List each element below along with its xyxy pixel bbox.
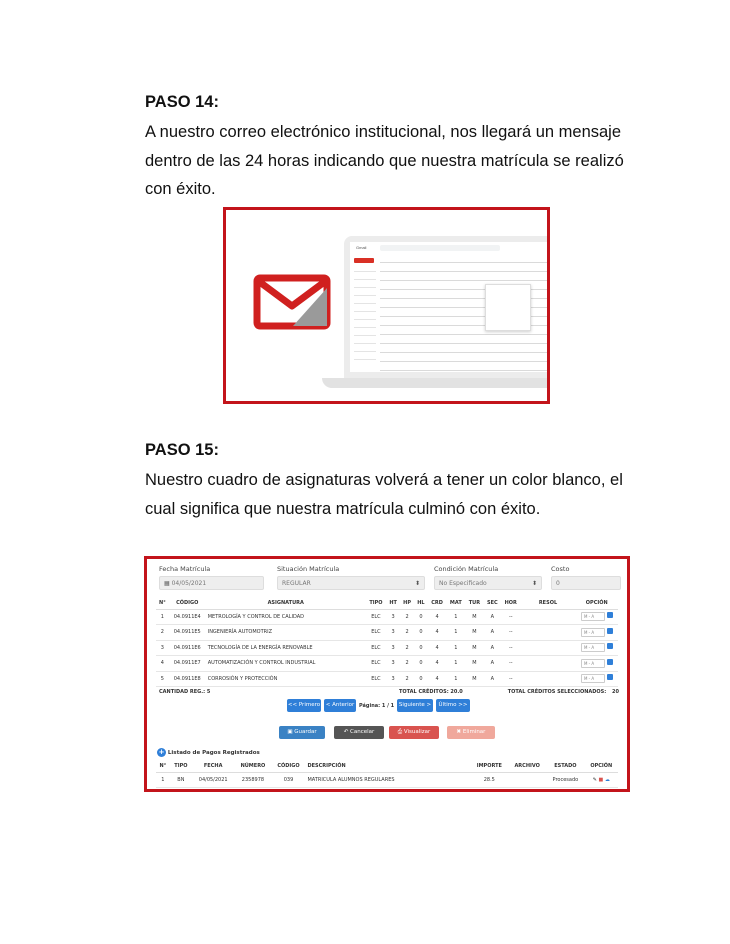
cell-opcion — [575, 609, 618, 625]
gmail-search-bar — [380, 245, 500, 251]
fecha-value: 04/05/2021 — [171, 580, 207, 587]
col-header: TIPO — [170, 760, 192, 772]
cell-hp: 2 — [400, 625, 414, 641]
delete-button[interactable] — [447, 726, 495, 739]
gmail-sidebar — [354, 267, 376, 367]
costo-label: Costo — [551, 565, 570, 573]
cell-resol — [520, 640, 575, 656]
cell-tipo: BN — [170, 772, 192, 788]
cell-asignatura: AUTOMATIZACIÓN Y CONTROL INDUSTRIAL — [206, 656, 366, 672]
cell-resol — [520, 609, 575, 625]
previous-page-button[interactable]: < Anterior — [324, 699, 356, 712]
save-button[interactable] — [279, 726, 325, 739]
view-label: Visualizar — [403, 729, 431, 735]
cell-tur: M — [465, 671, 483, 687]
cell-resol — [520, 625, 575, 641]
cell-hor: -- — [501, 609, 520, 625]
table-row — [156, 640, 618, 656]
cell-hl: 0 — [414, 656, 428, 672]
total-sel-label: TOTAL CRÉDITOS SELECCIONADOS: — [507, 689, 607, 695]
cell-opcion — [575, 656, 618, 672]
condicion-label: Condición Matrícula — [434, 565, 499, 573]
cell-asignatura: INGENIERÍA AUTOMOTRIZ — [206, 625, 366, 641]
col-header: ASIGNATURA — [206, 597, 366, 609]
course-checkbox[interactable] — [607, 643, 613, 649]
courses-table — [156, 597, 618, 687]
add-circle-icon[interactable]: + — [158, 748, 165, 756]
cell-hp: 2 — [400, 609, 414, 625]
payments-header-row — [156, 760, 618, 772]
col-header: N° — [156, 597, 169, 609]
gmail-logo: Gmail — [356, 245, 367, 250]
table-row — [156, 671, 618, 687]
cell-tipo: ELC — [366, 656, 386, 672]
cell-importe: 28.5 — [470, 772, 508, 788]
col-header: OPCIÓN — [575, 597, 618, 609]
enrollment-screenshot — [144, 556, 630, 792]
section-select[interactable]: M - A — [581, 674, 605, 683]
cell-ht: 3 — [386, 640, 400, 656]
cell-crd: 4 — [428, 625, 447, 641]
laptop-mockup — [344, 236, 550, 386]
cell-tur: M — [465, 640, 483, 656]
select-arrows-icon: ⬍ — [531, 580, 537, 587]
cell-codigo: 04.0911E6 — [169, 640, 206, 656]
section-select[interactable]: M - A — [581, 612, 605, 621]
col-header: ARCHIVO — [508, 760, 546, 772]
col-header: N° — [156, 760, 170, 772]
total-sel-value: 20 — [612, 689, 619, 695]
cell-ht: 3 — [386, 671, 400, 687]
cell-mat: 1 — [446, 609, 465, 625]
condicion-value: No Especificado — [439, 580, 487, 587]
cell-ht: 3 — [386, 609, 400, 625]
cell-hl: 0 — [414, 609, 428, 625]
cell-archivo — [508, 772, 546, 788]
text-line: con éxito. — [145, 180, 216, 198]
cell-numero: 2358978 — [234, 772, 271, 788]
cell-estado: Procesado — [546, 772, 584, 788]
cell-tipo: ELC — [366, 671, 386, 687]
cell-fecha: 04/05/2021 — [192, 772, 234, 788]
cell-sec: A — [484, 671, 502, 687]
cell-crd: 4 — [428, 656, 447, 672]
cell-codigo: 04.0911E4 — [169, 609, 206, 625]
col-header: ESTADO — [546, 760, 584, 772]
cell-crd: 4 — [428, 609, 447, 625]
first-page-button[interactable]: << Primero — [287, 699, 321, 712]
table-row — [156, 656, 618, 672]
mail-envelope-icon — [253, 274, 331, 330]
calendar-icon: ▦ — [164, 580, 170, 587]
cell-n: 1 — [156, 772, 170, 788]
save-label: Guardar — [294, 729, 317, 735]
gmail-popup — [485, 284, 531, 331]
cell-opcion — [575, 640, 618, 656]
print-icon: ⎙ — [397, 729, 404, 735]
compose-button — [354, 258, 374, 263]
cell-opcion — [575, 625, 618, 641]
cell-tur: M — [465, 609, 483, 625]
cell-n: 3 — [156, 640, 169, 656]
last-page-button[interactable]: Último >> — [436, 699, 470, 712]
col-header: HP — [400, 597, 414, 609]
cell-hp: 2 — [400, 656, 414, 672]
cell-mat: 1 — [446, 656, 465, 672]
cell-tur: M — [465, 656, 483, 672]
cell-codigo: 04.0911E5 — [169, 625, 206, 641]
payments-header — [157, 748, 260, 757]
payments-title: Listado de Pagos Registrados — [167, 750, 260, 756]
undo-icon: ↶ — [343, 729, 351, 735]
cell-n: 1 — [156, 609, 169, 625]
table-row — [156, 772, 618, 788]
cell-crd: 4 — [428, 671, 447, 687]
table-row — [156, 625, 618, 641]
cell-hp: 2 — [400, 640, 414, 656]
trash-icon: ✖ — [456, 729, 463, 735]
condicion-select — [434, 576, 542, 590]
payments-table — [156, 760, 618, 788]
cell-tipo: ELC — [366, 625, 386, 641]
cell-sec: A — [484, 625, 502, 641]
edit-pencil-icon[interactable]: ✎ — [592, 776, 597, 783]
course-checkbox[interactable] — [607, 659, 613, 665]
cell-mat: 1 — [446, 640, 465, 656]
cell-mat: 1 — [446, 671, 465, 687]
cell-sec: A — [484, 609, 502, 625]
course-checkbox[interactable] — [607, 674, 613, 680]
view-button[interactable] — [389, 726, 439, 739]
cell-opcion — [585, 772, 618, 788]
cell-hp: 2 — [400, 671, 414, 687]
cell-tur: M — [465, 625, 483, 641]
cell-asignatura: TECNOLOGÍA DE LA ENERGÍA RENOVABLE — [206, 640, 366, 656]
cell-asignatura: METROLOGÍA Y CONTROL DE CALIDAD — [206, 609, 366, 625]
col-header: SEC — [484, 597, 502, 609]
cell-resol — [520, 656, 575, 672]
page-indicator: Página: 1 / 1 — [359, 703, 395, 709]
step-14-text — [145, 118, 645, 204]
fecha-field — [159, 576, 264, 590]
cantidad-registros: CANTIDAD REG.: 5 — [159, 689, 211, 695]
col-header: CRD — [428, 597, 447, 609]
costo-value: 0 — [556, 580, 560, 587]
course-checkbox[interactable] — [607, 628, 613, 634]
cell-n: 2 — [156, 625, 169, 641]
cell-codigo: 04.0911E7 — [169, 656, 206, 672]
cell-asignatura: CORROSIÓN Y PROTECCIÓN — [206, 671, 366, 687]
cell-hor: -- — [501, 625, 520, 641]
cell-ht: 3 — [386, 625, 400, 641]
col-header: RESOL — [520, 597, 575, 609]
situacion-label: Situación Matrícula — [277, 565, 340, 573]
col-header: CÓDIGO — [169, 597, 206, 609]
next-page-button[interactable]: Siguiente > — [397, 699, 433, 712]
cancel-label: Cancelar — [350, 729, 375, 735]
section-select[interactable]: M - A — [581, 659, 605, 668]
laptop-screen — [350, 242, 550, 372]
cancel-button[interactable] — [334, 726, 384, 739]
col-header: TIPO — [366, 597, 386, 609]
col-header: DESCRIPCIÓN — [305, 760, 470, 772]
col-header: OPCIÓN — [585, 760, 618, 772]
laptop-base — [322, 378, 550, 388]
cell-crd: 4 — [428, 640, 447, 656]
text-line: A nuestro correo electrónico institucional, nos llegará un mensaje — [145, 123, 622, 141]
cloud-upload-icon[interactable]: ☁ — [604, 776, 610, 783]
cell-hor: -- — [501, 656, 520, 672]
cell-codigo: 04.0911E8 — [169, 671, 206, 687]
col-header: HT — [386, 597, 400, 609]
step-15-title: PASO 15: — [145, 441, 219, 459]
cell-hor: -- — [501, 671, 520, 687]
cell-hl: 0 — [414, 625, 428, 641]
col-header: FECHA — [192, 760, 234, 772]
cell-sec: A — [484, 656, 502, 672]
col-header: MAT — [446, 597, 465, 609]
gmail-screenshot — [223, 207, 550, 404]
course-checkbox[interactable] — [607, 612, 613, 618]
section-select[interactable]: M - A — [581, 628, 605, 637]
situacion-value: REGULAR — [282, 580, 311, 587]
col-header: TUR — [465, 597, 483, 609]
col-header: NÚMERO — [234, 760, 271, 772]
text-line: cual significa que nuestra matrícula culminó con éxito. — [145, 499, 541, 518]
table-row — [156, 609, 618, 625]
select-arrows-icon: ⬍ — [414, 580, 420, 587]
cell-opcion — [575, 671, 618, 687]
costo-field — [551, 576, 621, 590]
cell-n: 5 — [156, 671, 169, 687]
trash-icon[interactable]: ■ — [598, 776, 604, 783]
section-select[interactable]: M - A — [581, 643, 605, 652]
col-header: HL — [414, 597, 428, 609]
cell-tipo: ELC — [366, 609, 386, 625]
fecha-label: Fecha Matrícula — [159, 565, 211, 573]
total-creditos-seleccionados — [508, 689, 619, 695]
col-header: CÓDIGO — [272, 760, 306, 772]
cell-hor: -- — [501, 640, 520, 656]
step-15-text — [145, 466, 645, 523]
cell-resol — [520, 671, 575, 687]
cell-n: 4 — [156, 656, 169, 672]
situacion-select — [277, 576, 425, 590]
courses-header-row — [156, 597, 618, 609]
cell-descripcion: MATRICULA ALUMNOS REGULARES — [305, 772, 470, 788]
save-icon: ▣ — [287, 729, 295, 735]
step-14-title: PASO 14: — [145, 93, 219, 111]
cell-hl: 0 — [414, 671, 428, 687]
delete-label: Eliminar — [462, 729, 486, 735]
cell-ht: 3 — [386, 656, 400, 672]
summary-row — [159, 689, 619, 695]
cell-hl: 0 — [414, 640, 428, 656]
text-line: dentro de las 24 horas indicando que nuestra matrícula se realizó — [145, 151, 624, 170]
col-header: IMPORTE — [470, 760, 508, 772]
total-creditos: TOTAL CRÉDITOS: 20.0 — [399, 689, 463, 695]
cell-sec: A — [484, 640, 502, 656]
col-header: HOR — [501, 597, 520, 609]
cell-codigo: 039 — [272, 772, 306, 788]
cell-mat: 1 — [446, 625, 465, 641]
cell-tipo: ELC — [366, 640, 386, 656]
text-line: Nuestro cuadro de asignaturas volverá a tener un color blanco, el — [145, 471, 623, 489]
